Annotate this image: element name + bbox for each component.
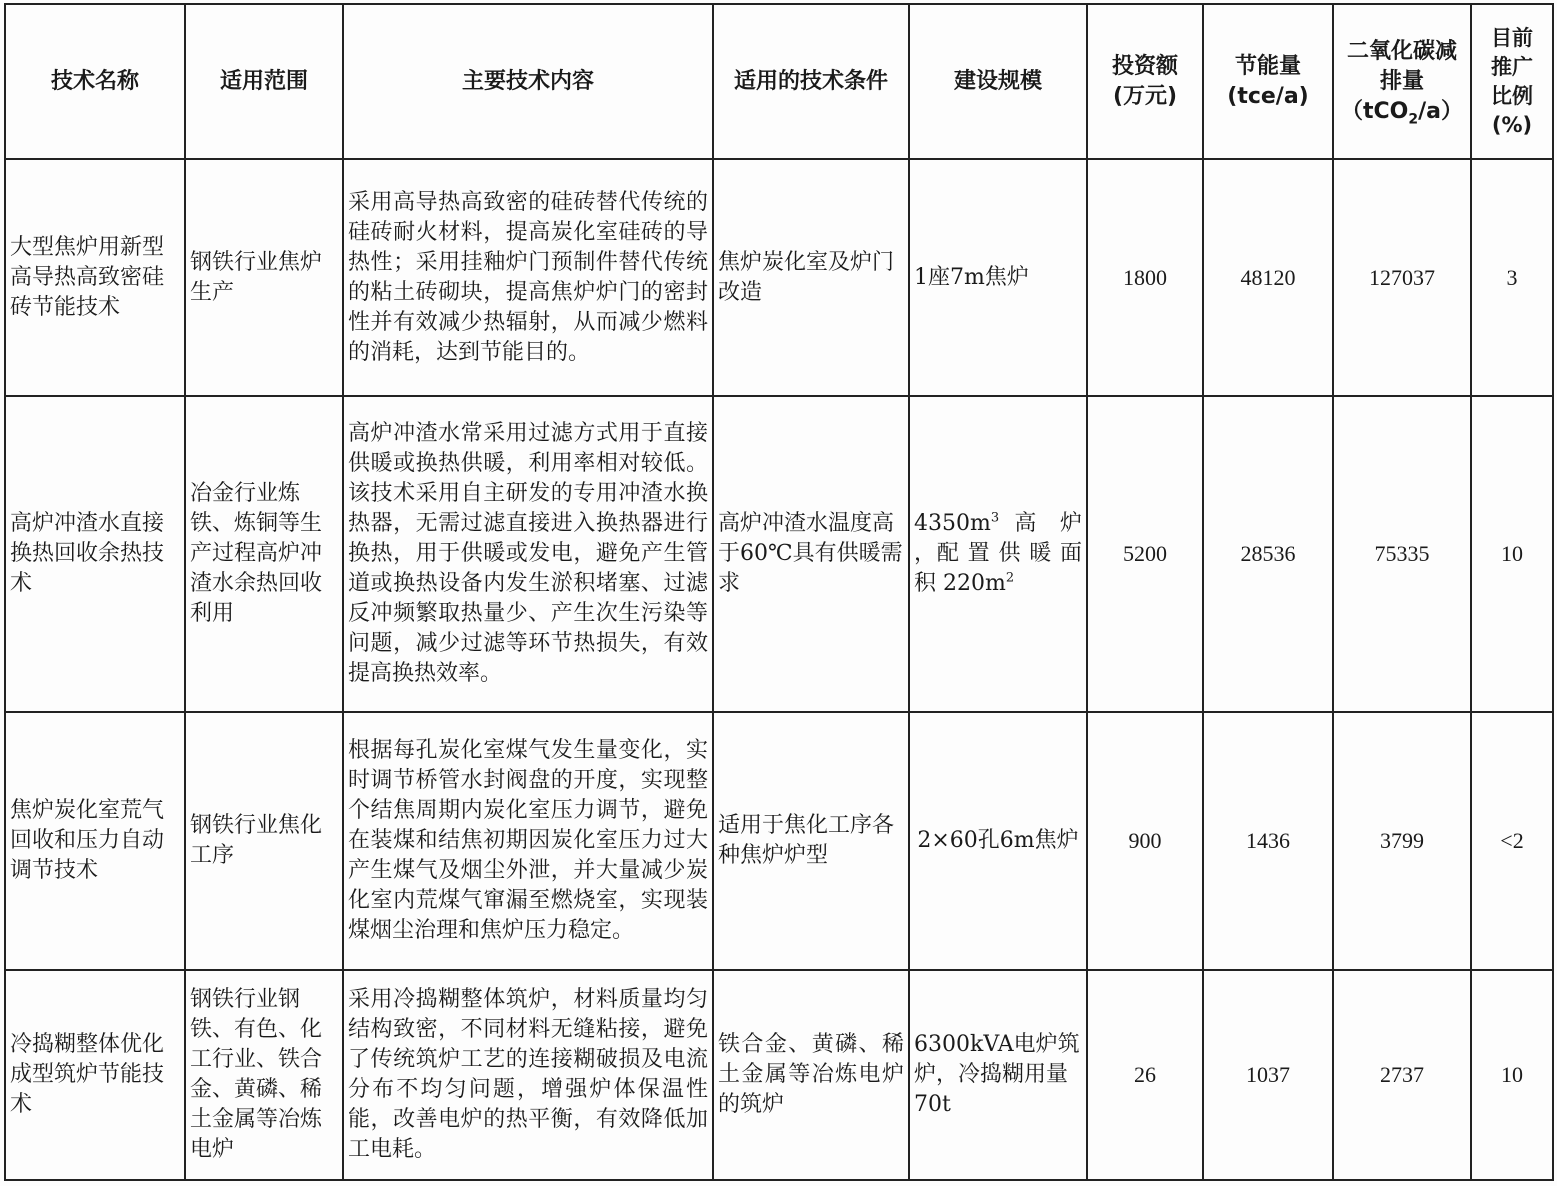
header-co2: 二氧化碳减 排量 （tCO$_2$/a）	[1333, 4, 1471, 159]
cell-investment: 5200	[1087, 396, 1203, 712]
cell-investment: 1800	[1087, 159, 1203, 396]
cell-name: 大型焦炉用新型高导热高致密硅砖节能技术	[5, 159, 185, 396]
cell-scope: 冶金行业炼铁、炼铜等生产过程高炉冲渣水余热回收利用	[185, 396, 343, 712]
cell-name: 高炉冲渣水直接换热回收余热技术	[5, 396, 185, 712]
cell-conditions: 适用于焦化工序各种焦炉炉型	[713, 712, 909, 970]
header-ratio: 目前 推广 比例 (%)	[1471, 4, 1553, 159]
cell-investment: 26	[1087, 970, 1203, 1180]
header-content: 主要技术内容	[343, 4, 713, 159]
cell-ratio: <2	[1471, 712, 1553, 970]
header-scope: 适用范围	[185, 4, 343, 159]
cell-saving: 48120	[1203, 159, 1333, 396]
cell-co2: 2737	[1333, 970, 1471, 1180]
cell-scale: 6300kVA电炉筑炉，冷捣糊用量70t	[909, 970, 1087, 1180]
cell-content: 采用冷捣糊整体筑炉，材料质量均匀结构致密，不同材料无缝粘接，避免了传统筑炉工艺的连接糊破损及电流分布不均匀问题，增强炉体保温性能，改善电炉的热平衡，有效降低加工电耗。	[343, 970, 713, 1180]
cell-saving: 1037	[1203, 970, 1333, 1180]
cell-saving: 28536	[1203, 396, 1333, 712]
cell-name: 冷捣糊整体优化成型筑炉节能技术	[5, 970, 185, 1180]
cell-investment: 900	[1087, 712, 1203, 970]
cell-name: 焦炉炭化室荒气回收和压力自动调节技术	[5, 712, 185, 970]
cell-co2: 127037	[1333, 159, 1471, 396]
cell-scale: 2×60孔6m焦炉	[909, 712, 1087, 970]
cell-ratio: 10	[1471, 396, 1553, 712]
header-investment: 投资额 (万元)	[1087, 4, 1203, 159]
cell-scale: $4350m^3$ 高 炉 ，配 置 供 暖 面 积 $220m^2$	[909, 396, 1087, 712]
cell-co2: 75335	[1333, 396, 1471, 712]
cell-content: 根据每孔炭化室煤气发生量变化，实时调节桥管水封阀盘的开度，实现整个结焦周期内炭化室压力调节，避免在装煤和结焦初期因炭化室压力过大产生煤气及烟尘外泄，并大量减少炭化室内荒煤气窜漏至燃烧室，实现装煤烟尘治理和焦炉压力稳定。	[343, 712, 713, 970]
cell-conditions: 焦炉炭化室及炉门改造	[713, 159, 909, 396]
cell-conditions: 高炉冲渣水温度高于60℃具有供暖需求	[713, 396, 909, 712]
table-row	[5, 970, 1553, 1180]
cell-ratio: 10	[1471, 970, 1553, 1180]
cell-scope: 钢铁行业焦炉生产	[185, 159, 343, 396]
cell-ratio: 3	[1471, 159, 1553, 396]
table-row	[5, 396, 1553, 712]
table-row	[5, 712, 1553, 970]
cell-scale: 1座7m焦炉	[909, 159, 1087, 396]
cell-content: 采用高导热高致密的硅砖替代传统的硅砖耐火材料，提高炭化室硅砖的导热性；采用挂釉炉门预制件替代传统的粘土砖砌块，提高焦炉炉门的密封性并有效减少热辐射，从而减少燃料的消耗，达到节能目的。	[343, 159, 713, 396]
header-name: 技术名称	[5, 4, 185, 159]
cell-content: 高炉冲渣水常采用过滤方式用于直接供暖或换热供暖，利用率相对较低。该技术采用自主研发的专用冲渣水换热器，无需过滤直接进入换热器进行换热，用于供暖或发电，避免产生管道或换热设备内发生淤积堵塞、过滤反冲频繁取热量少、产生次生污染等问题，减少过滤等环节热损失，有效提高换热效率。	[343, 396, 713, 712]
technology-table	[4, 3, 1554, 1181]
cell-conditions: 铁合金、黄磷、稀土金属等冶炼电炉的筑炉	[713, 970, 909, 1180]
cell-co2: 3799	[1333, 712, 1471, 970]
cell-saving: 1436	[1203, 712, 1333, 970]
header-conditions: 适用的技术条件	[713, 4, 909, 159]
header-scale: 建设规模	[909, 4, 1087, 159]
header-row	[5, 4, 1553, 159]
table-row	[5, 159, 1553, 396]
header-saving: 节能量 (tce/a)	[1203, 4, 1333, 159]
cell-scope: 钢铁行业焦化工序	[185, 712, 343, 970]
cell-scope: 钢铁行业钢铁、有色、化工行业、铁合金、黄磷、稀土金属等冶炼电炉	[185, 970, 343, 1180]
